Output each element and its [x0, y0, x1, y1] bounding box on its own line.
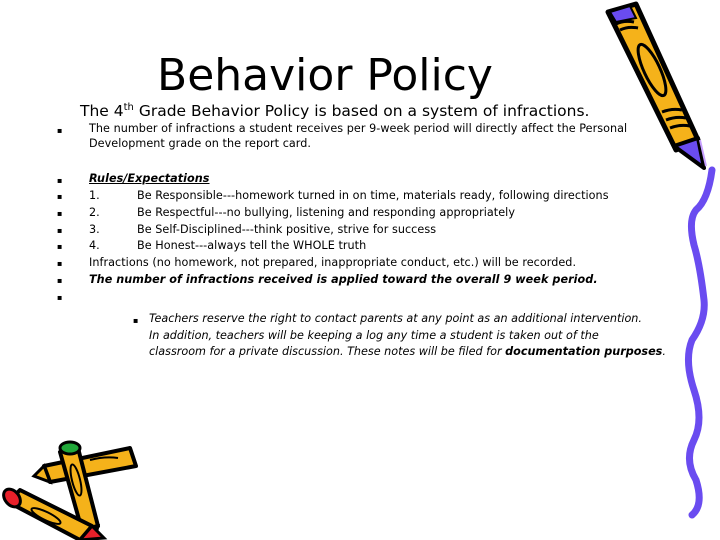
bullet-icon: ▪: [57, 276, 63, 285]
intro-line-1: The number of infractions a student receives per 9-week period will directly affect the Personal: [89, 122, 628, 135]
bullet-icon: ▪: [57, 259, 63, 268]
teacher-note-line-3: [149, 344, 669, 361]
rule-item-3: [89, 222, 436, 239]
bullet-icon: ▪: [57, 242, 63, 251]
rule-number: 2.: [89, 206, 100, 219]
rules-heading: Rules/Expectations: [89, 172, 210, 185]
teacher-note-line-2: In addition, teachers will be keeping a log any time a student is taken out of the: [149, 328, 599, 342]
rule-text: Be Self-Disciplined---think positive, strive for success: [137, 223, 437, 236]
subtitle-superscript: th: [123, 102, 134, 113]
bullet-icon-empty: ▪: [57, 293, 63, 302]
bullet-icon: ▪: [57, 192, 63, 201]
teacher-note-period: .: [662, 345, 666, 358]
rule-item-2: [89, 205, 515, 222]
rule-text: Be Honest---always tell the WHOLE truth: [137, 239, 367, 252]
bullet-icon: ▪: [57, 209, 63, 218]
pencil-clipart-icon: [600, 0, 720, 540]
rule-text: Be Respectful---no bullying, listening and responding appropriately: [137, 206, 515, 219]
teacher-note: [149, 311, 669, 361]
rule-item-4: [89, 238, 366, 255]
rule-number: 1.: [89, 189, 100, 202]
teacher-note-line-1: Teachers reserve the right to contact parents at any point as an additional intervention.: [149, 312, 642, 325]
rule-number: 4.: [89, 239, 100, 252]
sub-bullet-icon: ▪: [133, 316, 139, 325]
subtitle-text-rest: Grade Behavior Policy is based on a system of infractions.: [133, 102, 590, 120]
subtitle-text: The 4: [80, 102, 124, 120]
rule-text: Be Responsible---homework turned in on time, materials ready, following directions: [137, 189, 609, 202]
teacher-note-text: classroom for a private discussion. These notes will be filed for: [149, 345, 506, 358]
slide-subtitle: [80, 101, 640, 121]
crayons-clipart-icon: [0, 430, 150, 540]
bullet-icon: ▪: [57, 126, 63, 135]
bullet-icon: ▪: [57, 226, 63, 235]
slide-title: Behavior Policy: [157, 50, 493, 101]
teacher-note-bold: documentation purposes: [505, 345, 663, 358]
intro-line-2: Development grade on the report card.: [89, 137, 312, 150]
infractions-note: Infractions (no homework, not prepared, inappropriate conduct, etc.) will be recorded.: [89, 256, 577, 269]
rule-item-1: [89, 188, 609, 205]
rule-number: 3.: [89, 223, 100, 236]
applied-note: The number of infractions received is applied toward the overall 9 week period.: [89, 273, 598, 286]
bullet-icon: ▪: [57, 176, 63, 185]
